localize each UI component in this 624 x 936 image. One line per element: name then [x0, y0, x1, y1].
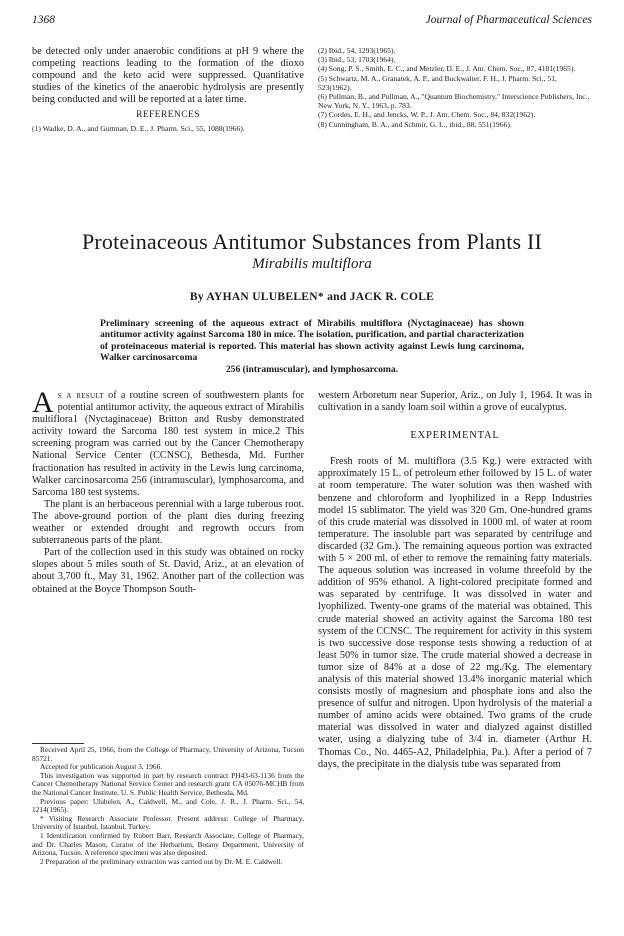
- article-byline: By AYHAN ULUBELEN* and JACK R. COLE: [189, 291, 435, 303]
- reference-item: (3) Ibid., 53, 1703(1964).: [318, 55, 396, 65]
- references-heading: REFERENCES: [136, 110, 200, 121]
- footnote: * Visiting Research Associate Professor. Present address: College of Pharmacy, University of Istanbul, Istanbul, Turkey.: [32, 813, 304, 832]
- reference-item: (4) Song, P. S., Smith, E. C., and Metzler, D. E., J. Am. Chem. Soc., 87, 4181(1965).: [318, 64, 576, 74]
- footnote-divider: [32, 743, 84, 744]
- article-subtitle: Mirabilis multiflora: [252, 256, 372, 272]
- experimental-paragraph: Fresh roots of M. multiflora (3.5 Kg.) were extracted with approximately 15 L. of petroleum ether followed by 15 L. of water at room temperature. The water solution was then washed with benzene and chloroform and lyophilized in a Repp Industries model 15 sublimator. The yield was 320 Gm. One-hundred grams of this crude material was dissolved in 1000 ml. of water at room temperature. The insoluble part was separated by centrifuge and discarded (32 Gm.). The remaining aqueous portion was extracted with 5 × 200 ml. of ether to remove the remaining fatty materials. The aqueous solution was increased in volume threefold by the addition of 95% ethanol. A light-colored precipitate formed and was separated by centrifuge. It was dissolved in water and lyophilized. Twenty-one grams of the material was obtained. This crude material showed an activity against the Sarcoma 180 test system of the CCNSC. The requirement for activity in this system is two successive dose response tests showing a reduction of at least 50% in tumor size. The crude material showed a decrease in tumor size of 84% at a dose of 22 mg./Kg. The elementary analysis of this material showed 13.4% inorganic material which consists mostly of magnesium and phosphate ions and also the presence of sulfur and nitrogen. Upon hydrolysis of the material a number of amino acids were obtained. Two grams of the crude material was dissolved in water and dialyzed against distilled water, using a dialyzing tube of 3/4 in. diameter (Arthur H. Thomas Co., No. 4465-A2, Philadelphia, Pa.). After a period of 7 days, the precipitate in the dialysis tube was separated from: [318, 456, 592, 770]
- drop-cap: A: [32, 386, 54, 419]
- reference-item: (5) Schwartz, M. A., Granatek, A. P., and Buckwalter, F. H., J. Pharm. Sci., 51, 523(1962).: [318, 73, 557, 92]
- previous-article-conclusion: [32, 46, 304, 133]
- intro-text: of a routine screen of southwestern plants for potential antitumor activity, the aqueous extract of Mirabilis multiflora1 (Nyctaginaceae) Britton and Rusby demonstrated activity toward the Sarcoma 180 test system in mice.2 This screening program was carried out by the Cancer Chemotherapy National Service Center (CCNSC), Bethesda, Md. Further fractionation has resulted in activity in the Lewis lung carcinoma, Walker carcinosarcoma 256 (intramuscular), lymphosarcoma, and Sarcoma 180 test systems.: [32, 390, 305, 498]
- reference-item: (7) Cordes, E. H., and Jencks, W. P., J. Am. Chem. Soc., 84, 832(1962).: [318, 110, 536, 120]
- footnotes: [32, 746, 304, 866]
- abstract-last-line: 256 (intramuscular), and lymphosarcoma.: [225, 363, 399, 375]
- footnote: 1 Identification confirmed by Robert Barr, Research Associate, College of Pharmacy, and Dr. Charles Mason, Curator of the Herbarium, Botany Department, University of Arizona, Tucson. A reference specimen was also deposited.: [32, 830, 304, 858]
- footnote: Received April 25, 1966, from the College of Pharmacy, University of Arizona, Tucson 85721.: [32, 745, 304, 763]
- body-right-column: [318, 390, 592, 771]
- plant-description-paragraph: The plant is an herbaceous perennial with a large tuberous root. The above-ground portion of the plant dies during freezing weather or extended drought and regrowth occurs from subterraneous parts of the plant.: [32, 498, 304, 547]
- footnote: Accepted for publication August 3, 1966.: [40, 762, 163, 772]
- article-title: Proteinaceous Antitumor Substances from Plants II: [81, 229, 543, 254]
- location-paragraph: western Arboretum near Superior, Ariz., on July 1, 1964. It was in cultivation in a sandy loam soil within a grove of eucalyptus.: [318, 390, 592, 414]
- body-left-column: [32, 386, 305, 596]
- footnote: 2 Preparation of the preliminary extraction was carried out by Dr. M. E. Caldwell.: [40, 856, 283, 866]
- reference-item: (2) Ibid., 54, 1293(1965).: [318, 46, 396, 55]
- abstract-text: Preliminary screening of the aqueous extract of Mirabilis multiflora (Nyctaginaceae) has shown antitumor activity against Sarcoma 180 in mice. The isolation, purification, and partial characterization of proteinaceous material is reported. This material has shown activity against Lewis lung carcinoma, Walker carcinosarcoma: [100, 318, 524, 364]
- footnote: This investigation was supported in part by research contract PH43-63-1136 from the Cancer Chemotherapy National Service Center and research grant CA 05076-MCHB from the National Cancer Institute, U. S. Public Health Service, Bethesda, Md.: [32, 770, 304, 797]
- journal-name: Journal of Pharmaceutical Sciences: [425, 14, 592, 26]
- collection-paragraph: Part of the collection used in this study was obtained on rocky slopes about 5 miles south of St. David, Ariz., at an elevation of about 3,700 ft., May 31, 1962. Another part of the collection was obtained at the Boyce Thompson South-: [32, 547, 304, 595]
- references-list: [318, 46, 592, 129]
- intro-paragraph: [32, 386, 305, 499]
- previous-article-paragraph: be detected only under anaerobic conditions at pH 9 where the competing reactions leading to the formation of the dioxo compound and the keto acid were suppressed. Quantitative studies of the kinetics of the anaerobic hydrolysis are presently being conducted and will be reported at a later time.: [32, 46, 304, 106]
- abstract: [100, 318, 524, 375]
- reference-1: (1) Wadke, D. A., and Guttman, D. E., J. Pharm. Sci., 55, 1088(1966).: [32, 123, 245, 133]
- reference-item: (6) Pullman, B., and Pullman, A., "Quantum Biochemistry," Interscience Publishers, Inc., New York, N. Y., 1963, p. 783.: [318, 92, 590, 111]
- opening-smallcaps: s a result: [57, 390, 104, 401]
- reference-item: (8) Cunningham, B. A., and Schmir, G. L., ibid., 88, 551(1966).: [318, 119, 512, 129]
- footnote: Previous paper: Ulubelen, A., Caldwell, M., and Cole, J. R., J. Pharm. Sci., 54, 1214(1965).: [32, 796, 304, 815]
- page-number: 1368: [32, 14, 55, 26]
- section-heading-experimental: EXPERIMENTAL: [410, 430, 500, 442]
